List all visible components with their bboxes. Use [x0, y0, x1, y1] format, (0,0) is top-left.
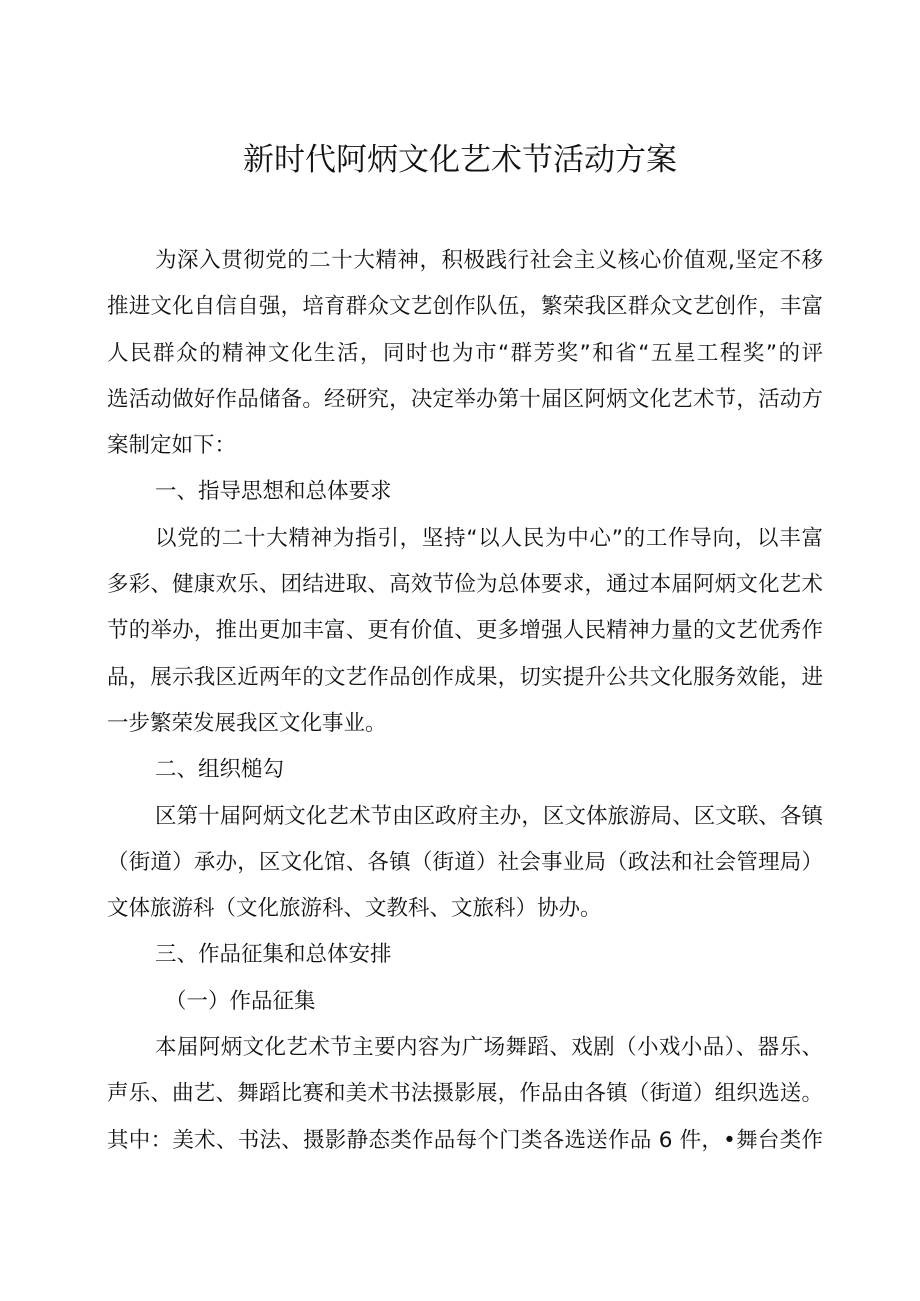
section-3-heading: 三、作品征集和总体安排 [155, 942, 392, 968]
section-1-line-5: 一步繁荣发展我区文化事业。 [107, 710, 387, 736]
subsection-1-line-3: 其中：美术、书法、摄影静态类作品每个门类各选送作品 6 件，•舞台类作 [107, 1127, 823, 1153]
section-2-heading: 二、组织槌勾 [155, 757, 285, 783]
section-1-line-2: 多彩、健康欢乐、团结进取、高效节俭为总体要求，通过本届阿炳文化艺术 [107, 572, 823, 598]
intro-line-1: 为深入贯彻党的二十大精神，积极践行社会主义核心价值观,坚定不移 [155, 248, 823, 273]
intro-line-2: 推进文化自信自强，培育群众文艺创作队伍，繁荣我区群众文艺创作，丰富 [107, 294, 823, 320]
intro-line-3: 人民群众的精神文化生活，同时也为市“群芳奖”和省“五星工程奖”的评 [107, 340, 823, 366]
subsection-1-line-2: 声乐、曲艺、舞蹈比赛和美术书法摄影展，作品由各镇（街道）组织选送。 [107, 1081, 823, 1107]
section-1-line-1: 以党的二十大精神为指引，坚持“以人民为中心”的工作导向，以丰富 [155, 525, 823, 551]
section-1-line-3: 节的举办，推出更加丰富、更有价值、更多增强人民精神力量的文艺优秀作 [107, 618, 823, 644]
section-2-line-3: 文体旅游科（文化旅游科、文教科、文旅科）协办。 [107, 896, 602, 922]
intro-line-5: 案制定如下： [107, 433, 237, 459]
document-title: 新时代阿炳文化艺术节活动方案 [243, 142, 677, 178]
section-2-line-1: 区第十届阿炳文化艺术节由区政府主办，区文体旅游局、区文联、各镇 [155, 803, 823, 829]
intro-line-4: 选活动做好作品储备。经研究，决定举办第十届区阿炳文化艺术节，活动方 [107, 386, 823, 412]
document-body [107, 238, 823, 1164]
subsection-1-line-1: 本届阿炳文化艺术节主要内容为广场舞蹈、戏剧（小戏小品）、器乐、 [155, 1035, 823, 1061]
section-1-heading: 一、指导思想和总体要求 [155, 479, 392, 505]
section-1-line-4: 品，展示我区近两年的文艺作品创作成果，切实提升公共文化服务效能，进 [107, 664, 823, 690]
subsection-1-heading: （一）作品征集 [165, 988, 316, 1014]
section-2-line-2: （街道）承办，区文化馆、各镇（街道）社会事业局（政法和社会管理局） [107, 849, 823, 875]
